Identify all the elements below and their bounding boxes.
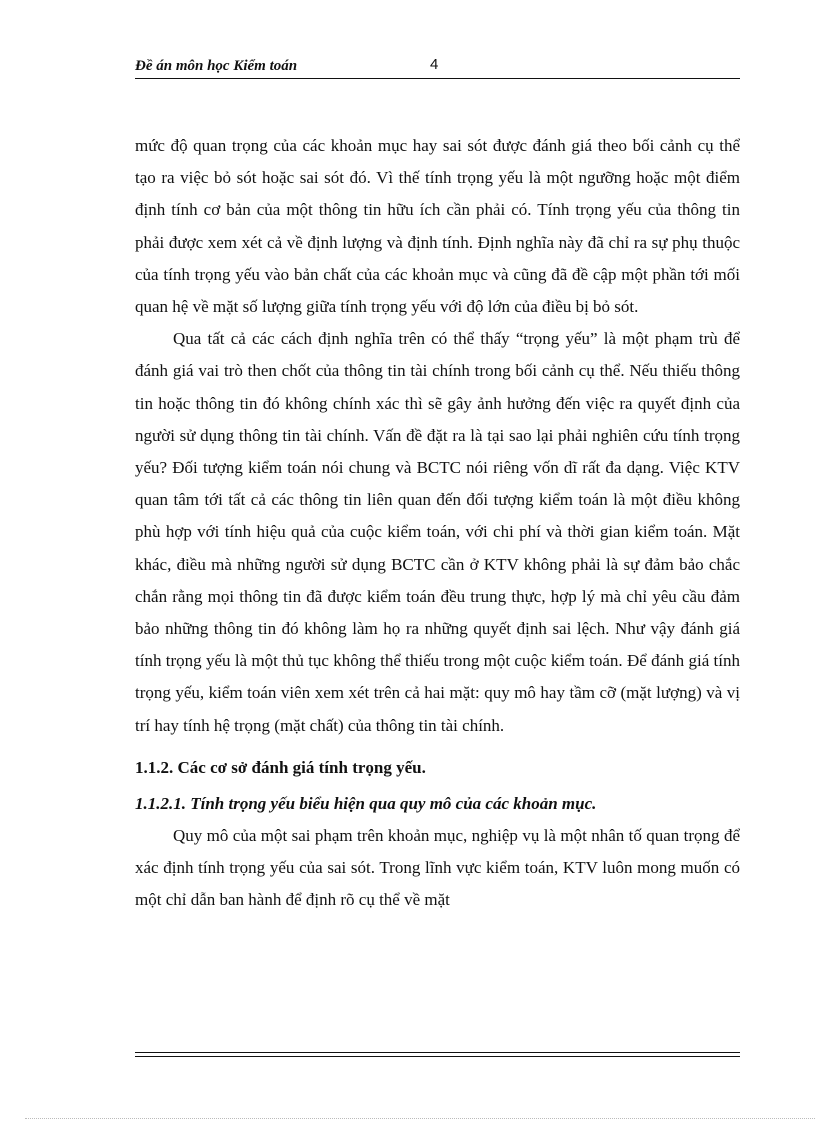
footer-rule — [135, 1052, 740, 1057]
header-title: Đề án môn học Kiểm toán — [135, 58, 298, 74]
header-rule — [135, 78, 740, 79]
subsection-heading: 1.1.2.1. Tính trọng yếu biểu hiện qua quy mô của các khoản mục. — [135, 793, 597, 813]
section-heading: 1.1.2. Các cơ sở đánh giá tính trọng yếu. — [135, 757, 426, 777]
page-number: 4 — [430, 56, 439, 73]
page-header — [135, 56, 740, 78]
paragraph-3: Quy mô của một sai phạm trên khoản mục, nghiệp vụ là một nhân tố quan trọng để xác định tính trọng yếu của sai sót. Trong lĩnh vực kiểm toán, KTV luôn mong muốn có một chỉ dẫn ban hành để định rõ cụ thể về mặt — [135, 825, 740, 910]
paragraph-1: mức độ quan trọng của các khoản mục hay sai sót được đánh giá theo bối cảnh cụ thể tạo ra việc bỏ sót hoặc sai sót đó. Vì thế tính trọng yếu là một ngưỡng hoặc một điểm định tính cơ bản của một thông tin hữu ích cần phải có. Tính trọng yếu của thông tin phải được xem xét cả về định lượng và định tính. Định nghĩa này đã chỉ ra sự phụ thuộc của tính trọng yếu vào bản chất của các khoản mục và cũng đã đề cập một phần tới mối quan hệ về mặt số lượng giữa tính trọng yếu với độ lớn của điều bị bỏ sót. — [135, 136, 740, 317]
page-edge-divider — [25, 1118, 815, 1119]
paragraph-2: Qua tất cả các cách định nghĩa trên có thể thấy “trọng yếu” là một phạm trù để đánh giá vai trò then chốt của thông tin tài chính trong bối cảnh cụ thể. Nếu thiếu thông tin hoặc thông tin đó không chính xác thì sẽ gây ảnh hưởng đến việc ra quyết định của người sử dụng thông tin tài chính. Vấn đề đặt ra là tại sao lại phải nghiên cứu tính trọng yếu? Đối tượng kiểm toán nói chung và BCTC nói riêng vốn dĩ rất đa dạng. Việc KTV quan tâm tới tất cả các thông tin liên quan đến đối tượng kiểm toán là một điều không phù hợp với tính hiệu quả của cuộc kiểm toán, với chi phí và thời gian kiểm toán. Mặt khác, điều mà những người sử dụng BCTC cần ở KTV không phải là sự đảm bảo chắc chắn rằng mọi thông tin đã được kiểm toán đều trung thực, hợp lý mà chỉ yêu cầu đảm bảo những thông tin đó không làm họ ra những quyết định sai lệch. Như vậy đánh giá tính trọng yếu là một thủ tục không thể thiếu trong một cuộc kiểm toán. Để đánh giá tính trọng yếu, kiểm toán viên xem xét trên cả hai mặt: quy mô hay tầm cỡ (mặt lượng) và vị trí hay tính hệ trọng (mặt chất) của thông tin tài chính. — [135, 329, 740, 735]
document-body — [135, 130, 740, 916]
